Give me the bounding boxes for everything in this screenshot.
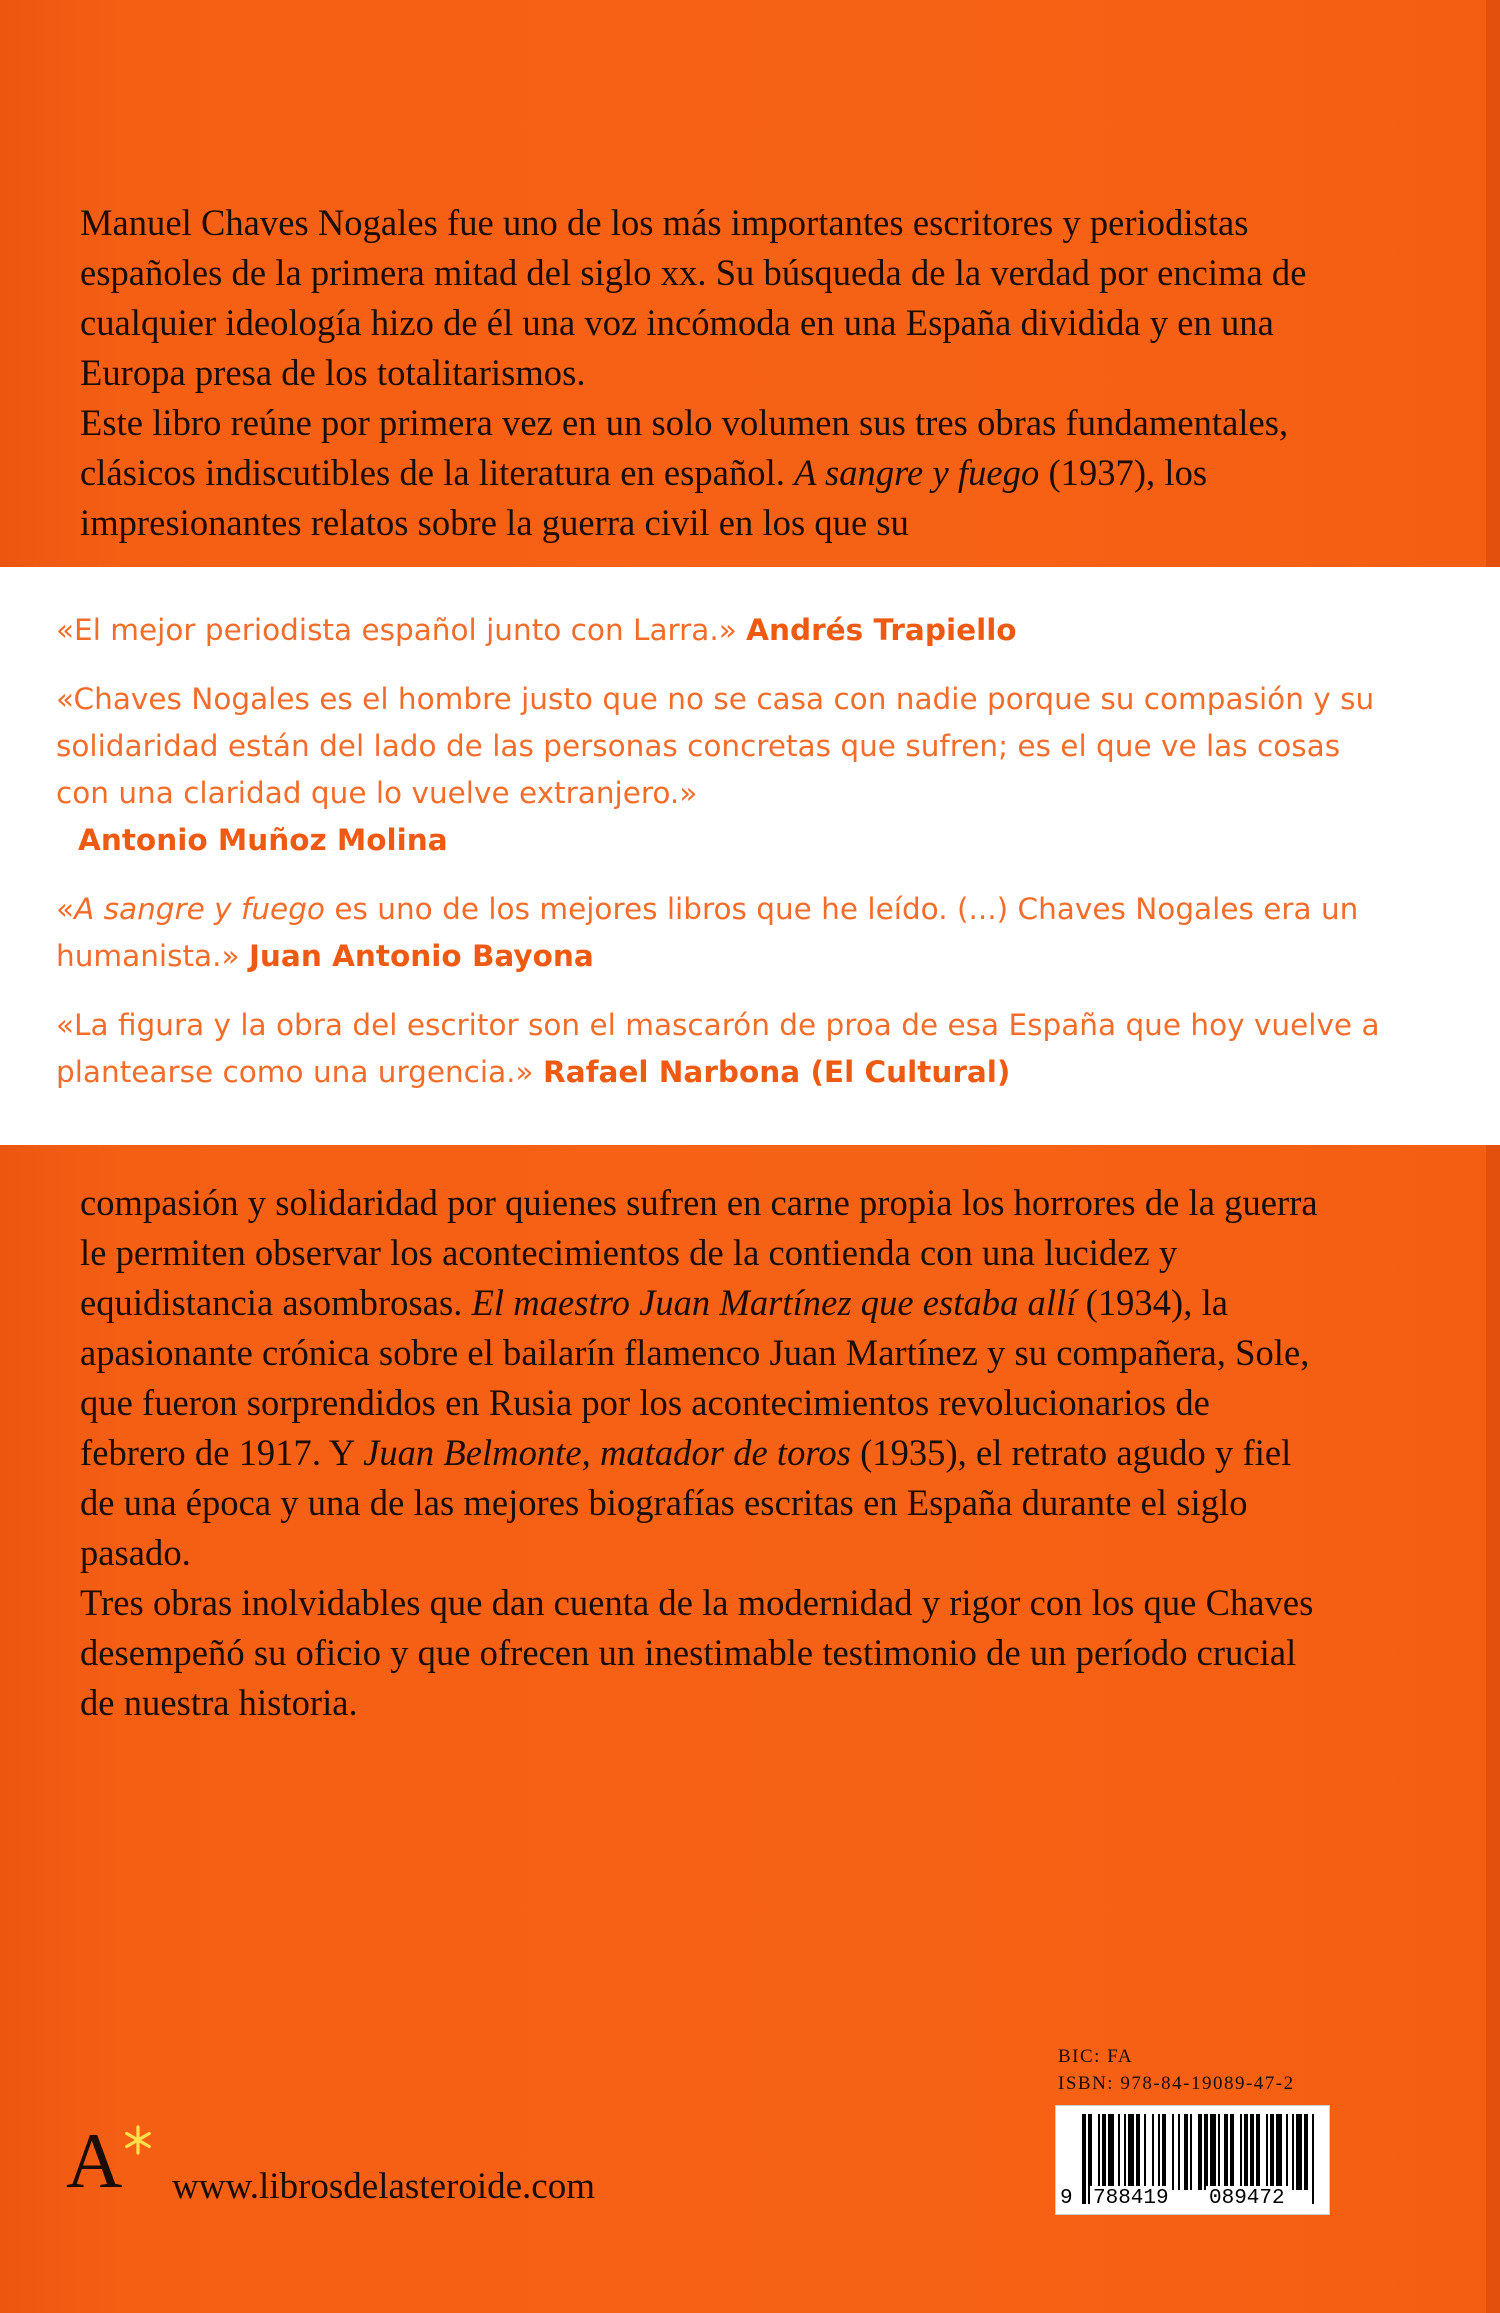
barcode-bar: [1172, 2114, 1174, 2190]
barcode-bar: [1266, 2114, 1268, 2190]
barcode-bar: [1304, 2114, 1308, 2190]
intro-paragraph-1: Manuel Chaves Nogales fue uno de los más importantes escritores y periodistas españoles de la primera mitad del siglo xx. Su búsqueda de la verdad por encima de cualquier ideología hizo de él una voz incómoda en una España dividida y en una Europa presa de los totalitarismos.: [80, 202, 1307, 393]
blurb-text: «Chaves Nogales es el hombre justo que no se casa con nadie porque su compasión y su solidaridad están del lado de las personas concretas que sufren; es el que ve las cosas con una claridad que lo vuelve extranjero.»: [56, 682, 1375, 810]
intro-paragraph-2: [80, 398, 1320, 548]
blurb-list: [56, 607, 1386, 1118]
closing-paragraph: Tres obras inolvidables que dan cuenta de la modernidad y rigor con los que Chaves desempeñó su oficio y que ofrecen un inestimable testimonio de un período crucial de nuestra historia.: [80, 1582, 1314, 1723]
barcode-bar: [1102, 2114, 1106, 2190]
book-codes: [1058, 2043, 1295, 2097]
barcode-bar: [1224, 2114, 1228, 2190]
barcode-bar: [1118, 2114, 1120, 2190]
blurb-band: [0, 567, 1500, 1145]
blurb-author: Antonio Muñoz Molina: [78, 823, 448, 857]
barcode-bar: [1240, 2114, 1242, 2190]
barcode-bar: [1190, 2114, 1192, 2190]
intro-paragraph-2-end: (1937), los impresionantes relatos sobre la guerra civil en los que su: [80, 452, 1208, 543]
blurb-text: «La figura y la obra del escritor son el mascarón de proa de esa España que hoy vuelve a plantearse como una urgencia.»: [56, 1008, 1380, 1089]
blurb-trapiello: [56, 607, 1386, 654]
barcode-bar: [1198, 2114, 1202, 2190]
blurb-text: «El mejor periodista español junto con Larra.»: [56, 613, 737, 647]
barcode-bar: [1210, 2114, 1216, 2190]
barcode-bar: [1204, 2114, 1208, 2190]
barcode-bar: [1250, 2114, 1254, 2190]
description-text-2: (1934), la apasionante crónica sobre el bailarín flamenco Juan Martínez y su compañera, Sole, que fueron sorprendidos en Rusia por los acontecimientos revolucionarios de febrero de 1917. Y: [80, 1282, 1310, 1473]
barcode-bar: [1244, 2114, 1248, 2190]
barcode-digits: [1056, 2186, 1329, 2212]
barcode-bar: [1144, 2114, 1146, 2190]
barcode-bar: [1230, 2114, 1234, 2190]
blurb-author: Juan Antonio Bayona: [248, 939, 594, 973]
barcode-bar: [1108, 2114, 1114, 2190]
barcode-bar: [1286, 2114, 1288, 2190]
barcode-bar: [1158, 2114, 1160, 2190]
blurb-author: Andrés Trapiello: [746, 613, 1017, 647]
description-text-1: compasión y solidaridad por quienes sufren en carne propia los horrores de la guerra le permiten observar los acontecimientos de la contienda con una lucidez y equidistancia asombrosas.: [80, 1182, 1318, 1323]
book-title-a-sangre-y-fuego: A sangre y fuego: [794, 452, 1040, 493]
book-title-el-maestro: El maestro Juan Martínez que estaba allí: [471, 1282, 1077, 1323]
barcode-bar: [1292, 2114, 1294, 2190]
publisher-logo: A: [66, 2117, 123, 2204]
barcode-bar: [1178, 2114, 1180, 2190]
description-text-3: (1935), el retrato agudo y fiel de una época y una de las mejores biografías escritas en España durante el siglo pasado.: [80, 1432, 1292, 1573]
isbn-code: ISBN: 978-84-19089-47-2: [1058, 2073, 1295, 2094]
barcode-bar: [1270, 2114, 1274, 2190]
blurb-munoz-molina: [56, 676, 1386, 864]
description-continued: [80, 1178, 1320, 1728]
barcode-first-digit: 9: [1060, 2187, 1073, 2210]
barcode-bar: [1162, 2114, 1166, 2190]
barcode-bar: [1218, 2114, 1220, 2190]
bic-code: BIC: FA: [1058, 2046, 1134, 2067]
blurb-book-title: A sangre y fuego: [74, 892, 325, 926]
spine-edge: [1486, 0, 1500, 2313]
blurb-open-quote: «: [56, 892, 75, 926]
barcode-left-digits: 788419: [1090, 2186, 1172, 2212]
barcode-bar: [1184, 2114, 1188, 2190]
blurb-text: es uno de los mejores libros que he leído. (...) Chaves Nogales era un humanista.»: [56, 892, 1359, 973]
book-title-juan-belmonte: Juan Belmonte, matador de toros: [363, 1432, 851, 1473]
blurb-bayona: [56, 886, 1386, 980]
description-paragraph: [80, 1178, 1320, 1578]
isbn-barcode: [1055, 2105, 1330, 2215]
blurb-narbona: [56, 1002, 1386, 1096]
barcode-bar: [1124, 2114, 1126, 2190]
publisher-website: www.librosdelasteroide.com: [172, 2166, 595, 2207]
barcode-bar: [1296, 2114, 1302, 2190]
intro-paragraph-2-start: Este libro reúne por primera vez en un solo volumen sus tres obras fundamentales, clásicos indiscutibles de la literatura en español.: [80, 402, 1289, 493]
barcode-bar: [1136, 2114, 1140, 2190]
intro-text: [80, 198, 1320, 548]
barcode-right-digits: 089472: [1206, 2186, 1288, 2212]
barcode-bar: [1256, 2114, 1260, 2190]
barcode-bar: [1128, 2114, 1134, 2190]
asterisk-star-icon: [122, 2124, 154, 2156]
barcode-bar: [1152, 2114, 1154, 2190]
barcode-bar: [1098, 2114, 1100, 2190]
blurb-author: Rafael Narbona (El Cultural): [542, 1055, 1011, 1089]
